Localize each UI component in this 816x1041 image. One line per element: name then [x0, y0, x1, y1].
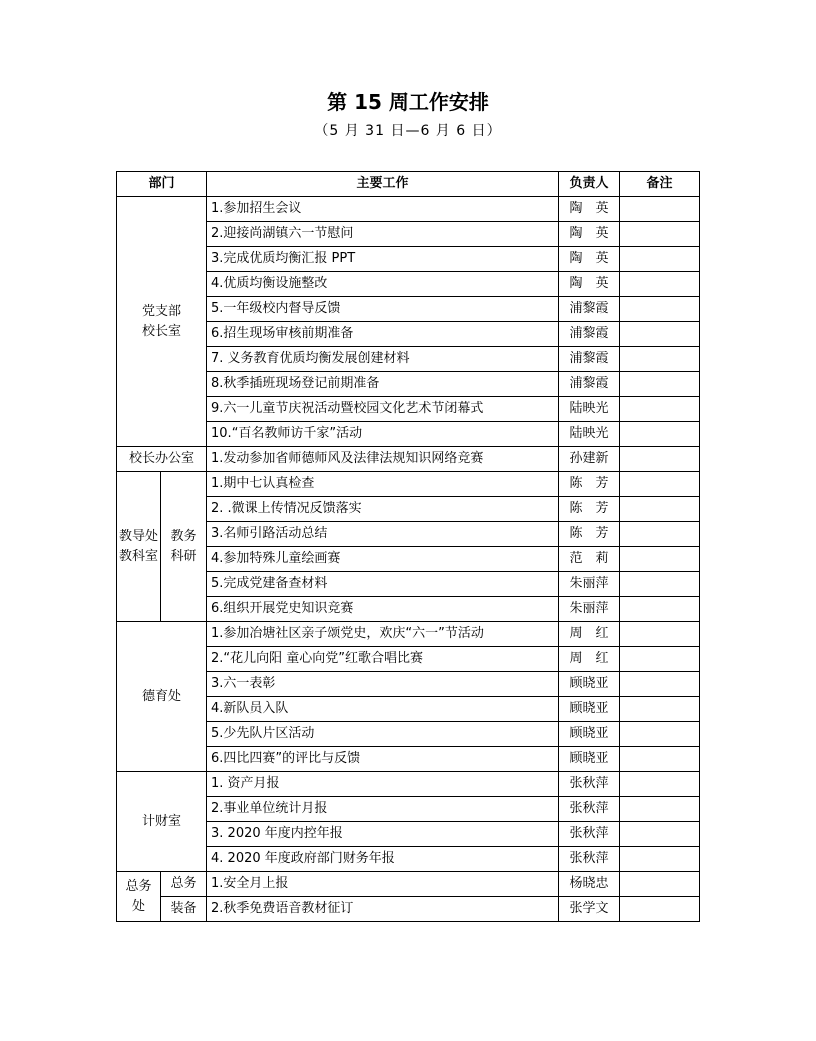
table-row	[117, 447, 700, 472]
subdept-cell: 装备	[161, 897, 207, 922]
dept-name-line: 处	[131, 898, 145, 914]
work-cell: 3.名师引路活动总结	[207, 522, 559, 547]
note-cell	[620, 547, 700, 572]
work-cell: 6.组织开展党史知识竞赛	[207, 597, 559, 622]
work-cell: 2.秋季免费语音教材征订	[207, 897, 559, 922]
header-person: 负责人	[559, 172, 620, 197]
work-cell: 4.新队员入队	[207, 697, 559, 722]
table-row	[117, 772, 700, 797]
work-cell: 5.完成党建备查材料	[207, 572, 559, 597]
note-cell	[620, 797, 700, 822]
person-cell: 浦黎霞	[559, 347, 620, 372]
note-cell	[620, 822, 700, 847]
work-cell: 1.安全月上报	[207, 872, 559, 897]
work-cell: 8.秋季插班现场登记前期准备	[207, 372, 559, 397]
note-cell	[620, 897, 700, 922]
work-cell: 1.参加冶塘社区亲子颂党史，欢庆“六一”节活动	[207, 622, 559, 647]
header-dept: 部门	[117, 172, 207, 197]
note-cell	[620, 597, 700, 622]
table-row	[117, 197, 700, 222]
note-cell	[620, 297, 700, 322]
subdept-cell: 总务	[161, 872, 207, 897]
note-cell	[620, 247, 700, 272]
note-cell	[620, 697, 700, 722]
dept-name-line: 总务	[125, 878, 152, 894]
person-cell: 浦黎霞	[559, 322, 620, 347]
person-cell: 朱丽萍	[559, 597, 620, 622]
note-cell	[620, 572, 700, 597]
work-cell: 3.完成优质均衡汇报 PPT	[207, 247, 559, 272]
person-cell: 孙建新	[559, 447, 620, 472]
note-cell	[620, 672, 700, 697]
person-cell: 陶 英	[559, 222, 620, 247]
person-cell: 陈 芳	[559, 522, 620, 547]
person-cell: 杨晓忠	[559, 872, 620, 897]
dept-principal-office: 校长办公室	[117, 447, 207, 472]
work-cell: 2.迎接尚湖镇六一节慰问	[207, 222, 559, 247]
note-cell	[620, 222, 700, 247]
person-cell: 陈 芳	[559, 472, 620, 497]
person-cell: 张秋萍	[559, 822, 620, 847]
person-cell: 朱丽萍	[559, 572, 620, 597]
work-cell: 2. .微课上传情况反馈落实	[207, 497, 559, 522]
note-cell	[620, 847, 700, 872]
subdept-name-line: 教务	[170, 528, 197, 544]
note-cell	[620, 447, 700, 472]
person-cell: 陈 芳	[559, 497, 620, 522]
work-cell: 10.“百名教师访千家”活动	[207, 422, 559, 447]
header-note: 备注	[620, 172, 700, 197]
note-cell	[620, 747, 700, 772]
work-cell: 3. 2020 年度内控年报	[207, 822, 559, 847]
person-cell: 浦黎霞	[559, 297, 620, 322]
person-cell: 范 莉	[559, 547, 620, 572]
work-cell: 1.参加招生会议	[207, 197, 559, 222]
note-cell	[620, 422, 700, 447]
work-cell: 9.六一儿童节庆祝活动暨校园文化艺术节闭幕式	[207, 397, 559, 422]
note-cell	[620, 347, 700, 372]
note-cell	[620, 522, 700, 547]
note-cell	[620, 647, 700, 672]
note-cell	[620, 472, 700, 497]
dept-party	[117, 197, 207, 447]
note-cell	[620, 622, 700, 647]
person-cell: 张秋萍	[559, 847, 620, 872]
work-cell: 1.期中七认真检查	[207, 472, 559, 497]
person-cell: 顾晓亚	[559, 722, 620, 747]
date-range: （5 月 31 日—6 月 6 日）	[314, 123, 502, 139]
person-cell: 陶 英	[559, 272, 620, 297]
dept-general	[117, 872, 161, 922]
header-work: 主要工作	[207, 172, 559, 197]
dept-name-line: 校长室	[142, 323, 182, 339]
person-cell: 张秋萍	[559, 772, 620, 797]
work-cell: 4.优质均衡设施整改	[207, 272, 559, 297]
note-cell	[620, 322, 700, 347]
dept-teaching	[117, 472, 161, 622]
person-cell: 陶 英	[559, 247, 620, 272]
work-cell: 1. 资产月报	[207, 772, 559, 797]
work-cell: 7. 义务教育优质均衡发展创建材料	[207, 347, 559, 372]
person-cell: 张秋萍	[559, 797, 620, 822]
work-cell: 6.四比四赛”的评比与反馈	[207, 747, 559, 772]
note-cell	[620, 872, 700, 897]
work-cell: 4. 2020 年度政府部门财务年报	[207, 847, 559, 872]
table-row	[117, 472, 700, 497]
note-cell	[620, 772, 700, 797]
note-cell	[620, 497, 700, 522]
person-cell: 顾晓亚	[559, 672, 620, 697]
work-cell: 3.六一表彰	[207, 672, 559, 697]
dept-name-line: 教导处	[118, 528, 158, 544]
subdept-teaching-research	[161, 472, 207, 622]
subdept-name-line: 科研	[170, 548, 197, 564]
work-cell: 5.一年级校内督导反馈	[207, 297, 559, 322]
person-cell: 陆映光	[559, 397, 620, 422]
person-cell: 陶 英	[559, 197, 620, 222]
note-cell	[620, 372, 700, 397]
table-row	[117, 872, 700, 897]
note-cell	[620, 397, 700, 422]
note-cell	[620, 197, 700, 222]
person-cell: 顾晓亚	[559, 697, 620, 722]
person-cell: 张学文	[559, 897, 620, 922]
dept-name-line: 党支部	[142, 303, 182, 319]
work-cell: 2.事业单位统计月报	[207, 797, 559, 822]
table-row	[117, 897, 700, 922]
note-cell	[620, 272, 700, 297]
person-cell: 浦黎霞	[559, 372, 620, 397]
note-cell	[620, 722, 700, 747]
work-cell: 2.“花儿向阳 童心向党”红歌合唱比赛	[207, 647, 559, 672]
dept-moral: 德育处	[117, 622, 207, 772]
work-schedule-table	[116, 171, 700, 922]
person-cell: 陆映光	[559, 422, 620, 447]
person-cell: 周 红	[559, 622, 620, 647]
page-title: 第 15 周工作安排	[327, 90, 489, 114]
header-row	[117, 172, 700, 197]
work-cell: 4.参加特殊儿童绘画赛	[207, 547, 559, 572]
person-cell: 顾晓亚	[559, 747, 620, 772]
person-cell: 周 红	[559, 647, 620, 672]
work-cell: 6.招生现场审核前期准备	[207, 322, 559, 347]
table-row	[117, 622, 700, 647]
work-cell: 1.发动参加省师德师风及法律法规知识网络竞赛	[207, 447, 559, 472]
work-cell: 5.少先队片区活动	[207, 722, 559, 747]
dept-finance: 计财室	[117, 772, 207, 872]
dept-name-line: 教科室	[118, 548, 158, 564]
